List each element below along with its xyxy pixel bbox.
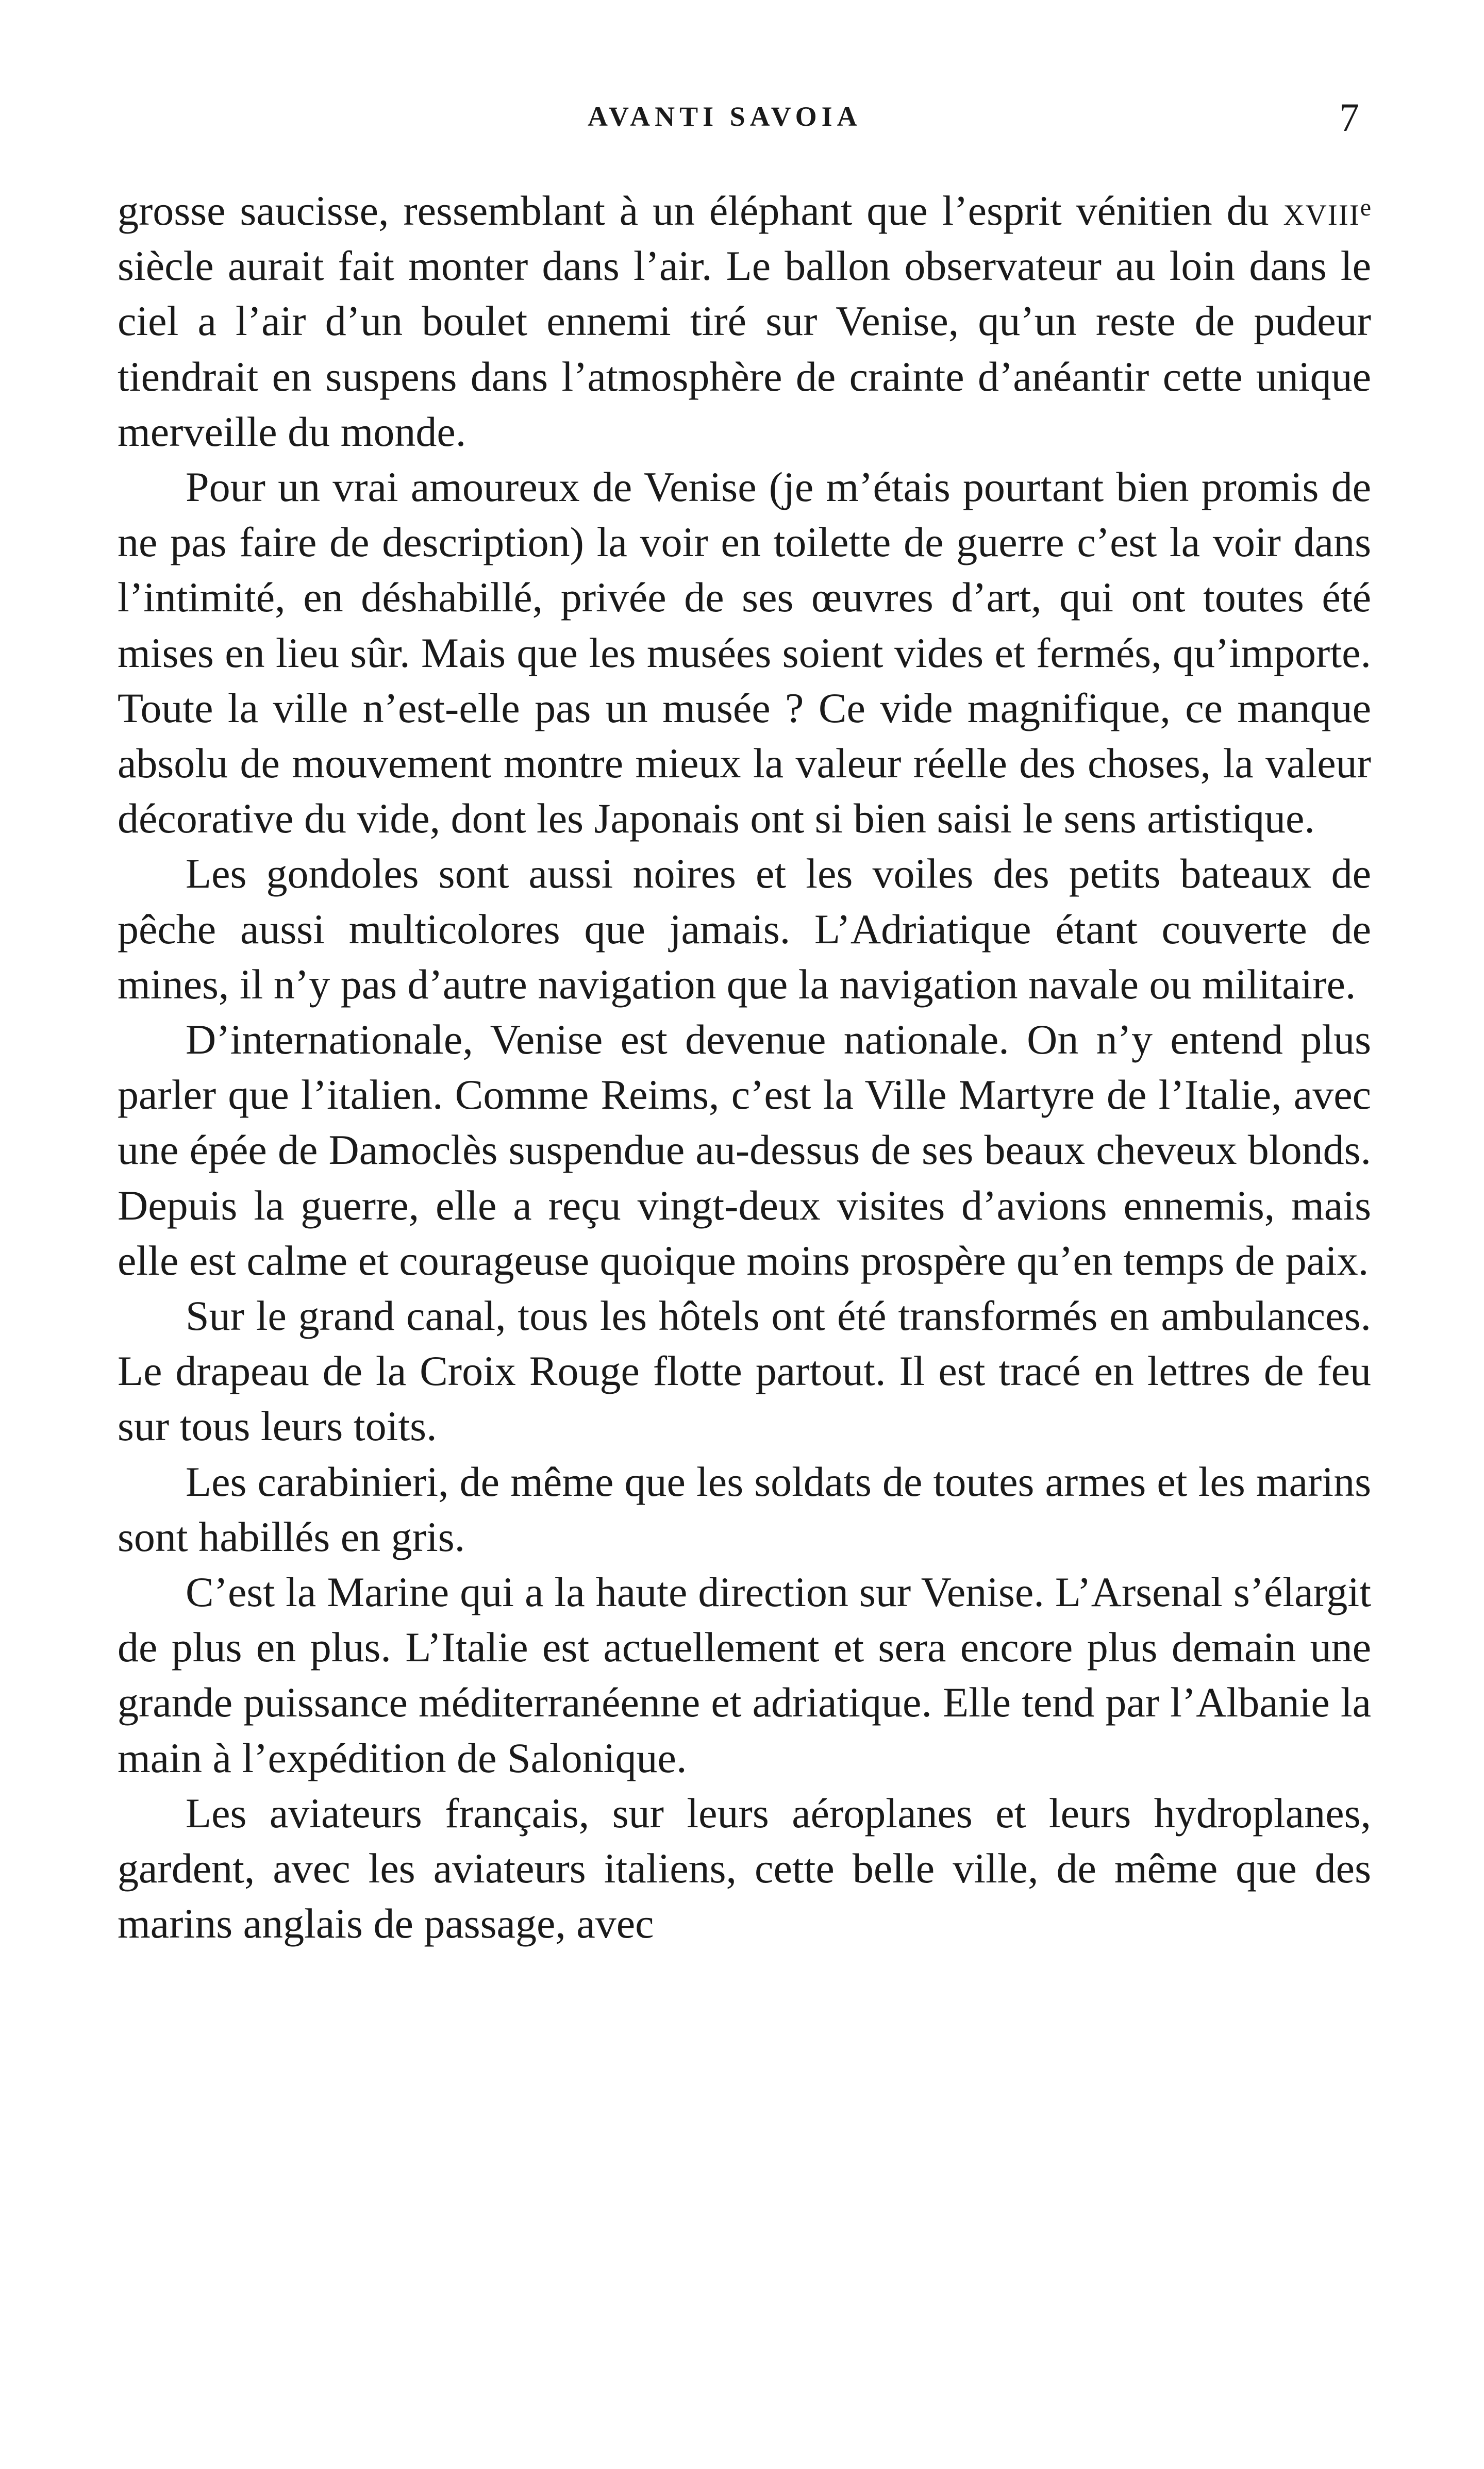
paragraph-6: Les carabinieri, de même que les soldats de toutes armes et les marins sont habillés en gris. — [118, 1458, 1371, 1560]
paragraph-8: Les aviateurs français, sur leurs aéroplanes et leurs hydroplanes, gardent, avec les aviateurs italiens, cette belle ville, de même que des marins anglais de passage, avec — [118, 1789, 1371, 1947]
paragraph-1-part-b: siècle aurait fait monter dans l’air. Le ballon observateur au loin dans le ciel a l’air d’un boulet ennemi tiré sur Venise, qu’un reste de pudeur tiendrait en suspens dans l’atmosphère de crainte d’anéantir cette unique merveille du monde. — [118, 242, 1371, 455]
paragraph-4: D’internationale, Venise est devenue nationale. On n’y entend plus parler que l’italien. Comme Reims, c’est la Ville Martyre de l’Italie, avec une épée de Damoclès suspendue au-dessus de ses beaux cheveux blonds. Depuis la guerre, elle a reçu vingt-deux visites d’avions ennemis, mais elle est calme et courageuse quoique moins prospère qu’en temps de paix. — [118, 1016, 1371, 1284]
paragraph-1 — [118, 183, 1371, 459]
paragraph-1-part-a: grosse saucisse, ressemblant à un éléphant que l’esprit vénitien du — [118, 187, 1283, 234]
running-title: AVANTI SAVOIA — [588, 101, 862, 132]
running-head — [0, 95, 1484, 147]
paragraph-7: C’est la Marine qui a la haute direction sur Venise. L’Arsenal s’élargit de plus en plus. L’Italie est actuellement et sera encore plus demain une grande puissance méditerranéenne et adriatique. Elle tend par l’Albanie la main à l’expédition de Salonique. — [118, 1569, 1371, 1781]
paragraph-2: Pour un vrai amoureux de Venise (je m’étais pourtant bien promis de ne pas faire de description) la voir en toilette de guerre c’est la voir dans l’intimité, en déshabillé, privée de ses œuvres d’art, qui ont toutes été mises en lieu sûr. Mais que les musées soient vides et fermés, qu’importe. Toute la ville n’est-elle pas un musée ? Ce vide magnifique, ce manque absolu de mouvement montre mieux la valeur réelle des choses, la valeur décorative du vide, dont les Japonais ont si bien saisi le sens artistique. — [118, 463, 1371, 842]
body-text — [118, 183, 1371, 1951]
page-number: 7 — [1339, 95, 1359, 140]
paragraph-5: Sur le grand canal, tous les hôtels ont été transformés en ambulances. Le drapeau de la Croix Rouge flotte partout. Il est tracé en lettres de feu sur tous leurs toits. — [118, 1292, 1371, 1450]
century-numeral: xviii — [1283, 187, 1360, 234]
century-superscript: e — [1360, 194, 1371, 221]
paragraph-3: Les gondoles sont aussi noires et les voiles des petits bateaux de pêche aussi multicolores que jamais. L’Adriatique étant couverte de mines, il n’y pas d’autre navigation que la navigation navale ou militaire. — [118, 850, 1371, 1008]
